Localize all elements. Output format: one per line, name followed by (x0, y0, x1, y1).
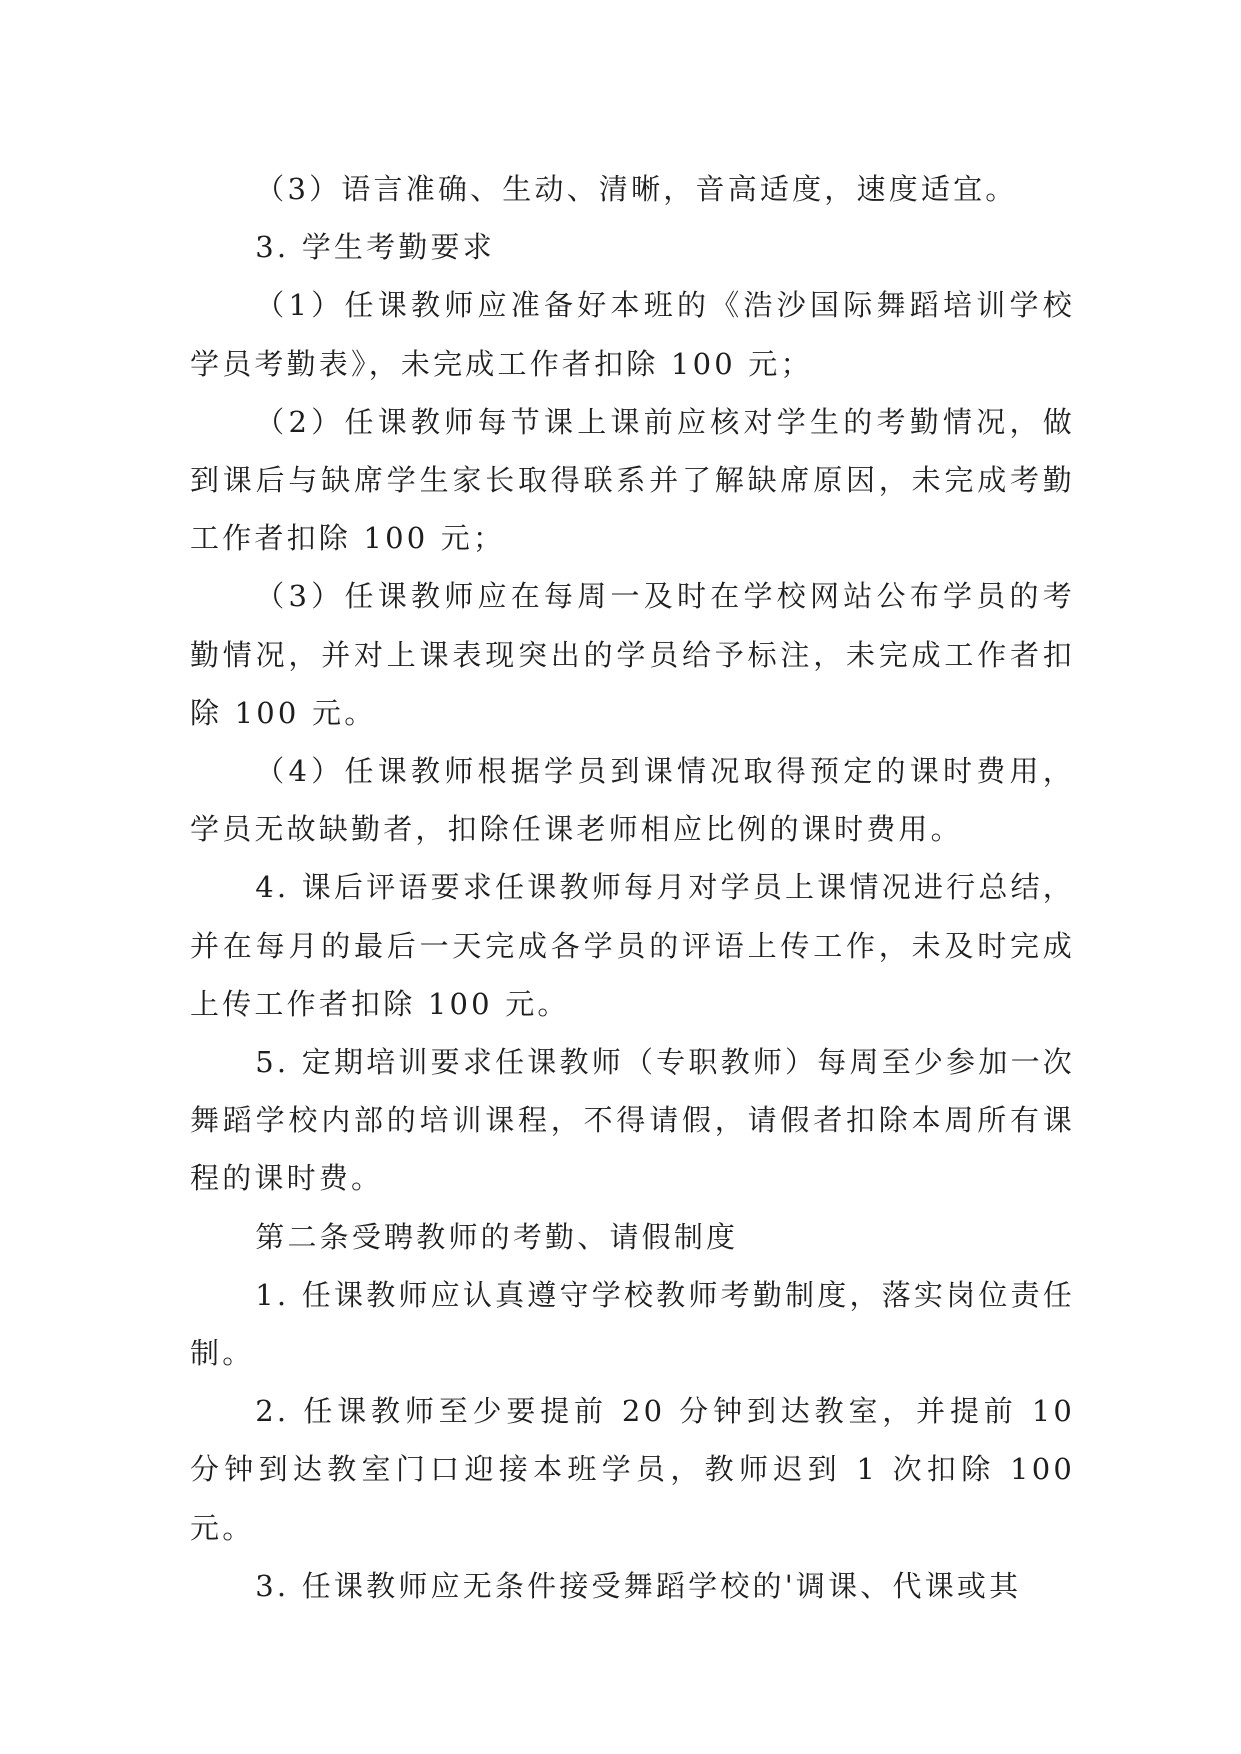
paragraph-comments-requirement: 4. 课后评语要求任课教师每月对学员上课情况进行总结，并在每月的最后一天完成各学员的评语上传工作，未及时完成上传工作者扣除 100 元。 (190, 870, 1075, 1021)
paragraph-attendance-3: （3）任课教师应在每周一及时在学校网站公布学员的考勤情况，并对上课表现突出的学员给予标注，未完成工作者扣除 100 元。 (190, 579, 1075, 730)
paragraph-attendance-1: （1）任课教师应准备好本班的《浩沙国际舞蹈培训学校学员考勤表》，未完成工作者扣除 100 元； (190, 288, 1075, 381)
paragraph-attendance-2: （2）任课教师每节课上课前应核对学生的考勤情况，做到课后与缺席学生家长取得联系并了解缺席原因，未完成考勤工作者扣除 100 元； (190, 404, 1075, 556)
document-body (190, 160, 1075, 1615)
paragraph-article-two-2: 2. 任课教师至少要提前 20 分钟到达教室，并提前 10 分钟到达教室门口迎接本班学员，教师迟到 1 次扣除 100 元。 (190, 1394, 1075, 1545)
heading-student-attendance: 3. 学生考勤要求 (255, 230, 495, 265)
paragraph-attendance-4: （4）任课教师根据学员到课情况取得预定的课时费用，学员无故缺勤者，扣除任课老师相应比例的课时费用。 (190, 754, 1075, 847)
paragraph-article-two-3: 3. 任课教师应无条件接受舞蹈学校的'调课、代课或其 (255, 1568, 1022, 1603)
paragraph-article-two-1: 1. 任课教师应认真遵守学校教师考勤制度，落实岗位责任制。 (190, 1277, 1075, 1371)
heading-article-two: 第二条受聘教师的考勤、请假制度 (255, 1219, 739, 1254)
paragraph-training-requirement: 5. 定期培训要求任课教师（专职教师）每周至少参加一次舞蹈学校内部的培训课程，不得请假，请假者扣除本周所有课程的课时费。 (190, 1045, 1075, 1196)
paragraph-3-language: （3）语言准确、生动、清晰，音高适度，速度适宜。 (255, 172, 1018, 206)
